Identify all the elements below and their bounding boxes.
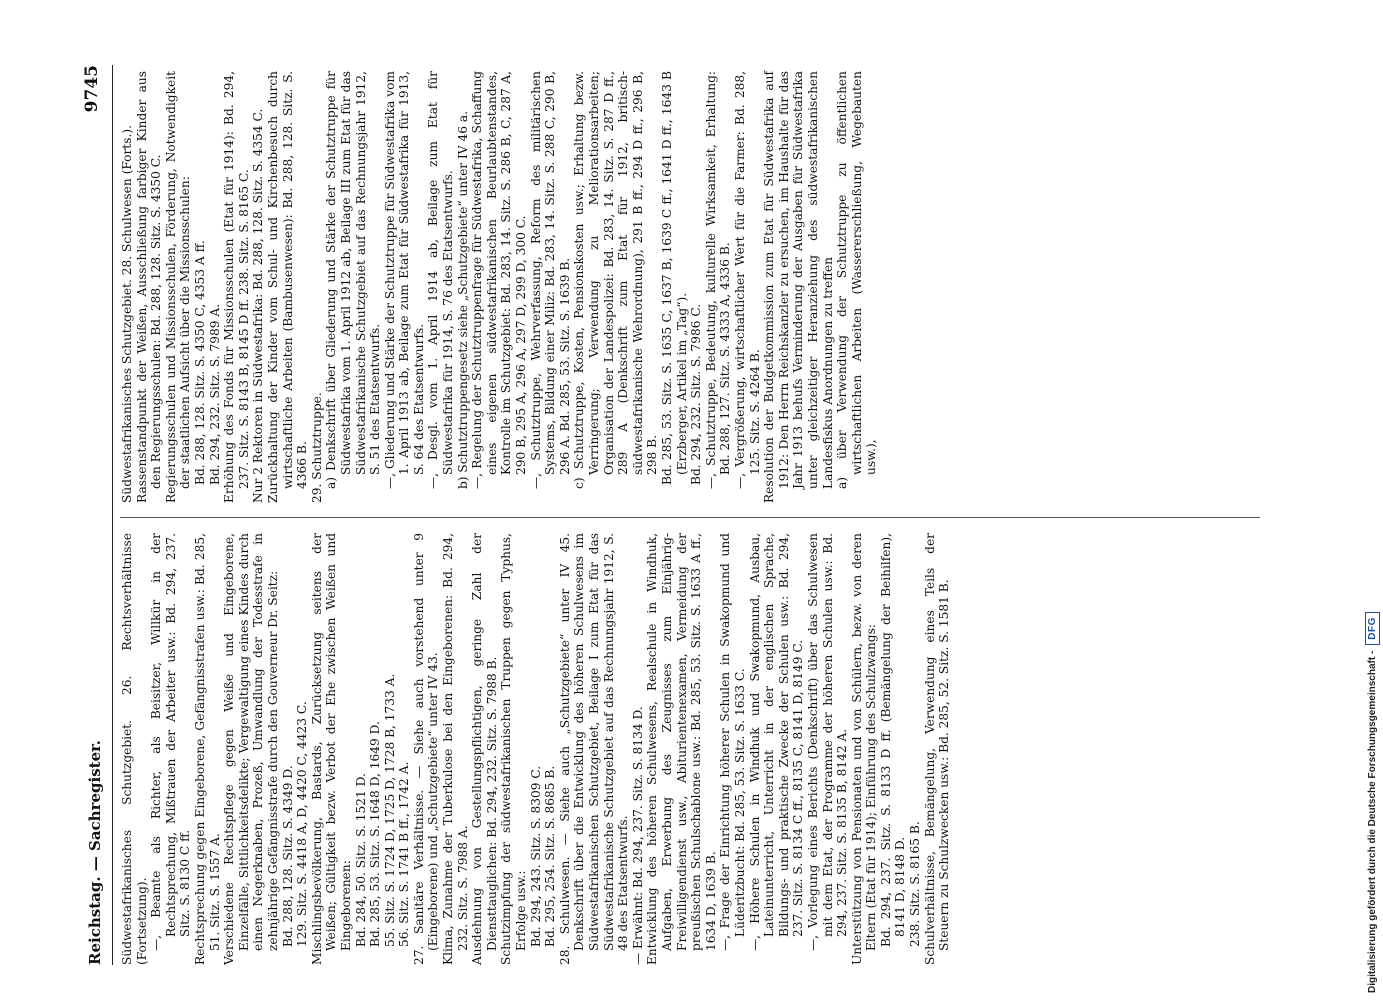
index-entry: Südwestafrikanisches Schutzgebiet. 28. Schulwesen (Forts.).	[120, 125, 134, 503]
funding-note-text: Digitalisierung gefördert durch die Deutsche Forschungsgemeinschaft -	[1367, 650, 1378, 993]
index-entry: 129. Sitz. S. 4418 A, D, 4420 C, 4423 C.	[295, 701, 310, 947]
index-entry: Resolution der Budgetkommission zum Etat für Südwestafrika auf 1912: Den Herrn Reichskanzler zu ersuchen, im Haushalte für das Jahr 1913 behufs Verminderung der Ausgaben für Südwestafrika unter gleichzeitiger Heranziehung des südwestafrikanischen Landesfiskus Anordnungen zu treffen	[762, 71, 835, 503]
index-entry: Bd. 288, 128. Sitz. S. 4349 D.	[280, 765, 295, 947]
index-entry: Bd. 295, 254. Sitz. S. 8685 B.	[543, 765, 558, 947]
index-entry: Nur 2 Rektoren in Südwestafrika: Bd. 288, 128. Sitz. S. 4354 C.	[251, 108, 266, 503]
index-entry: —, Schutztruppe, Wehrverfassung, Reform des militärischen Systems, Bildung einer Miliz: Bd. 283, 14. Sitz. S. 288 C, 290 B, 296 A. Bd. 285, 53. Sitz. S. 1639 B.	[528, 71, 572, 489]
index-entry: b) Schutztruppengesetz siehe „Schutzgebiete“ unter IV 46 a.	[455, 110, 470, 489]
column-right	[120, 71, 1270, 503]
column-divider	[120, 517, 1260, 518]
index-entry: Ausdehnung von Gestellungspflichtigen, geringe Zahl der Diensttauglichen: Bd. 294, 232. Sitz. S. 7988 B.	[470, 533, 499, 965]
index-entry: 55. Sitz. S. 1724 D, 1725 D, 1728 B, 1733 A.	[382, 673, 397, 947]
index-entry: Bd. 285, 53. Sitz. S. 1648 D, 1649 D.	[368, 721, 383, 947]
index-entry: —, Frage der Einrichtung höherer Schulen in Swakopmund und Lüderitzbucht: Bd. 285, 53. Sitz. S. 1633 C.	[718, 533, 747, 951]
index-entry: Bd. 294, 232. Sitz. S. 7989 A.	[207, 303, 222, 485]
index-entry: Regierungsschulen und Missionsschulen, Förderung, Notwendigkeit der staatlichen Aufsicht über die Missionsschulen:	[163, 71, 193, 503]
index-entry: Mischlingsbevölkerung, Bastards, Zurücksetzung seitens der Weißen; Gültigkeit bezw. Verbot der Ehe zwischen Weißen und Eingeborenen:	[309, 533, 353, 965]
index-entry: Klima, Zunahme der Tuberkulose bei den Eingeborenen: Bd. 294, 232. Sitz. S. 7988 A.	[441, 533, 470, 965]
index-entry: 27. Sanitäre Verhältnisse. — Siehe auch vorstehend unter 9 (Eingeborene) und „Schutzgebiete“ unter IV 43.	[411, 533, 441, 965]
header-rule	[112, 65, 113, 965]
index-entry: —, Regelung der Schutztruppenfrage für Südwestafrika, Schaffung eines eigenen südwestafrikanischen Beurlaubtenstandes, Kontrolle im Schutzgebiet: Bd. 283, 14. Sitz. S. 286 B, C, 287 A, 290 B, 295 A, 296 A, 297 D, 299 D, 300 C.	[470, 71, 529, 489]
index-entry: Bd. 285, 53. Sitz. S. 1635 C, 1637 B, 1639 C ff., 1641 D ff., 1643 B (Erzberger, Artikel im „Tag“).	[659, 71, 689, 485]
index-entry: Bd. 288, 128. Sitz. S. 4350 C, 4353 A ff.	[192, 240, 207, 485]
index-entry: 28. Schulwesen. — Siehe auch „Schutzgebiete“ unter IV 45. Denkschrift über die Entwicklung des höheren Schulwesens im Südwestafrikanischen Schutzgebiet, Beilage I zum Etat für das Südwestafrikanische Schutzgebiet auf das Rechnungsjahr 1912, S. 48 des Etatsentwurfs.	[557, 533, 631, 965]
index-entry: Bd. 294, 232. Sitz. S. 7986 C.	[689, 303, 704, 485]
index-entry: Entwicklung des höheren Schulwesens, Realschule in Windhuk, Aufgaben, Erwerbung des Zeugnisses zum Einjährig-Freiwilligendienst usw., Abiturientenexamen, Vermeidung der preußischen Schulschablone usw.: Bd. 285, 53. Sitz. S. 1633 A ff., 1634 D, 1639 B.	[645, 533, 718, 965]
dfg-logo: DFG	[1365, 612, 1380, 645]
index-entry: —, Desgl. vom 1. April 1914 ab, Beilage zum Etat für Südwestafrika für 1914, S. 76 des Etatsentwurfs.	[426, 71, 456, 489]
index-entry: Erhöhung des Fonds für Missionsschulen (Etat für 1914): Bd. 294, 237. Sitz. S. 8143 B, 8145 D ff. 238. Sitz. S. 8165 C.	[222, 71, 251, 503]
index-entry: Südwestafrikanisches Schutzgebiet. 26. Rechtsverhältnisse (Fortsetzung).	[120, 533, 149, 965]
column-left	[120, 533, 1270, 965]
index-entry: Schulverhältnisse, Bemängelung, Verwendung eines Teils der Steuern zu Schulzwecken usw.: Bd. 285, 52. Sitz. S. 1581 B.	[922, 533, 952, 965]
index-entry: a) über Verwendung der Schutztruppe zu öffentlichen wirtschaftlichen Arbeiten (Wassererschließung, Wegebauten usw.),	[835, 71, 879, 489]
index-entry: c) Schutztruppe, Kosten, Pensionskosten usw.; Erhaltung bezw. Verringerung; Verwendung zu Meliorationsarbeiten; Organisation der Landespolizei: Bd. 283, 14. Sitz. S. 287 D ff., 289 A (Denkschrift zum Etat für 1912, britisch-südwestafrikanische Wehrordnung), 291 B ff., 294 D ff., 296 B, 298 B.	[572, 71, 660, 489]
index-entry: Bd. 294, 243. Sitz. S. 8309 C.	[528, 765, 543, 947]
running-title: Reichstag. — Sachregister.	[86, 740, 104, 965]
index-entry: Bd. 294, 237. Sitz. S. 8133 D ff. (Bemängelung der Beihilfen), 8141 D, 8148 D.	[878, 533, 908, 947]
index-entry: —, Beamte als Richter, als Beisitzer, Willkür in der Rechtsprechung, Mißtrauen der Arbeiter usw.: Bd. 294, 237. Sitz. S. 8130 C ff.	[149, 533, 193, 951]
index-entry: Rechtsprechung gegen Eingeborene, Gefängnisstrafen usw.: Bd. 285, 51. Sitz. S. 1557 A.	[192, 533, 222, 965]
index-entry: a) Denkschrift über Gliederung und Stärke der Schutztruppe für Südwestafrika vom 1. April 1912 ab, Beilage III zum Etat für das Südwestafrikanische Schutzgebiet auf das Rechnungsjahr 1912, S. 51 des Etatsentwurfs.	[324, 71, 383, 489]
index-entry: —, Schutztruppe, Bedeutung, kulturelle Wirksamkeit, Erhaltung: Bd. 288, 127. Sitz. S. 4333 A, 4336 B.	[703, 71, 733, 489]
index-entry: Rassenstandpunkt der Weißen, Ausschließung farbiger Kinder aus den Regierungsschulen: Bd. 288, 128. Sitz. S. 4350 C.	[134, 71, 164, 503]
digitization-note	[1362, 8, 1383, 998]
rotated-page	[80, 65, 1280, 965]
index-entry: Zurückhaltung der Kinder vom Schul- und Kirchenbesuch durch wirtschaftliche Arbeiten (Bambusenwesen): Bd. 288, 128. Sitz. S. 4366 B.	[265, 71, 310, 503]
index-entry: 56. Sitz. S. 1741 B ff., 1742 A.	[397, 761, 412, 947]
index-entry: 238. Sitz. S. 8165 B.	[908, 821, 923, 947]
index-entry: — Erwähnt: Bd. 294, 237. Sitz. S. 8134 D.	[630, 706, 645, 965]
index-entry: Schutzimpfung der südwestafrikanischen Truppen gegen Typhus, Erfolge usw.:	[499, 533, 529, 965]
index-entry: —, Gliederung und Stärke der Schutztruppe für Südwestafrika vom 1. April 1913 ab, Beilage zum Etat für Südwestafrika für 1913, S. 64 des Etatsentwurfs.	[382, 71, 426, 489]
index-entry: Verschiedene Rechtspflege gegen Weiße und Eingeborene, Einzelfälle, Sittlichkeitsdelikte; Vergewaltigung eines Kindes durch einen Negerknaben, Prozeß, Umwandlung der Todesstrafe in zehnjährige Gefängnisstrafe durch den Gouverneur Dr. Seitz:	[222, 533, 280, 965]
index-entry: —, Höhere Schulen in Windhuk und Swakopmund, Ausbau, Lateinunterricht, Unterricht in der englischen Sprache, Bildungs- und praktische Zwecke der Schulen usw.: Bd. 294, 237. Sitz. S. 8134 C ff., 8135 C, 8141 D, 8149 C.	[747, 533, 806, 951]
index-entry: —, Vorlegung eines Berichts (Denkschrift) über das Schulwesen mit dem Etat, der Programme der höheren Schulen usw.: Bd. 294, 237. Sitz. S. 8135 B, 8142 A.	[805, 533, 850, 951]
index-entry: —, Vergrößerung, wirtschaftlicher Wert für die Farmer: Bd. 288, 125. Sitz. S. 4264 B.	[732, 71, 762, 489]
page-number: 9745	[82, 65, 102, 113]
index-entry: Unterstützung von Pensionaten und von Schülern, bezw. von deren Eltern (Etat für 1914); Einführung des Schulzwangs:	[849, 533, 879, 965]
page-header	[80, 65, 114, 965]
index-entry: Bd. 284, 50. Sitz. S. 1521 D.	[353, 773, 368, 947]
index-entry: 29. Schutztruppe.	[309, 392, 324, 503]
